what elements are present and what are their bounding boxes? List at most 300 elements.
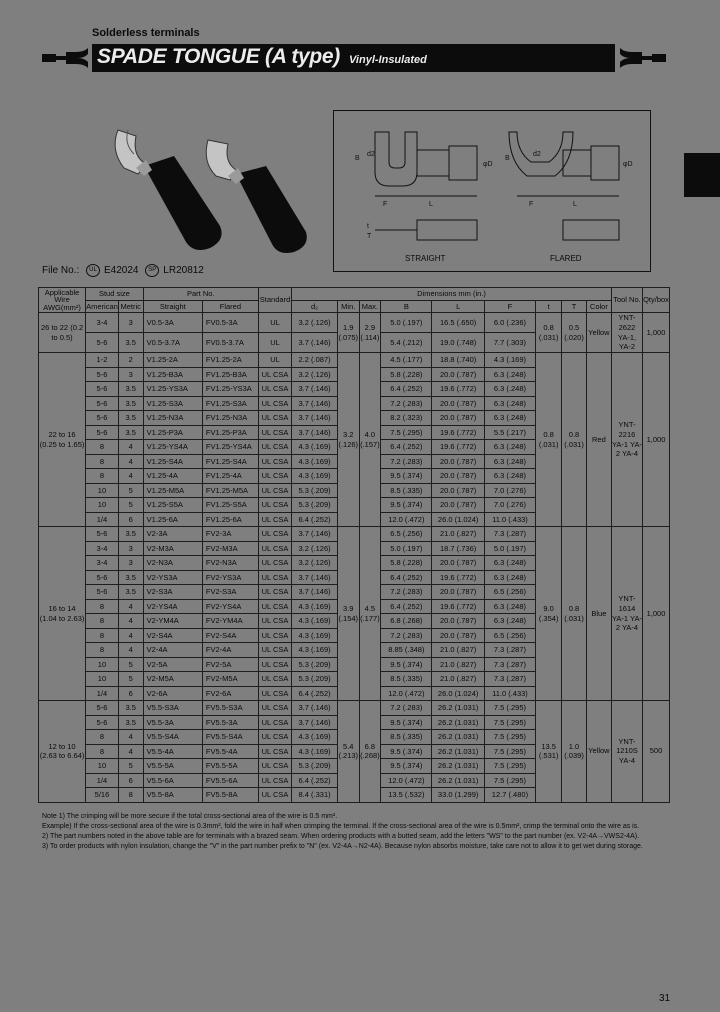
csa-file-number: LR20812 bbox=[163, 265, 204, 277]
cell-straight: V5.5-5A bbox=[143, 759, 202, 774]
cell-f: 6.3 (.248) bbox=[484, 411, 535, 426]
col-standard: Standard bbox=[258, 288, 291, 313]
cell-b: 8.5 (.335) bbox=[381, 672, 432, 687]
cell-d2: 3.7 (.146) bbox=[292, 585, 338, 600]
cell-b: 6.4 (.252) bbox=[381, 440, 432, 455]
cell-american: 3-4 bbox=[86, 541, 119, 556]
dim-label-f-straight: F bbox=[383, 201, 388, 208]
cell-d2: 5.3 (.209) bbox=[292, 759, 338, 774]
cell-l: 19.6 (.772) bbox=[432, 599, 484, 614]
cell-f: 6.5 (.256) bbox=[484, 585, 535, 600]
cell-b: 9.5 (.374) bbox=[381, 469, 432, 484]
cell-d2: 6.4 (.252) bbox=[292, 773, 338, 788]
cell-l: 20.0 (.787) bbox=[432, 469, 484, 484]
cell-flared: FV2-YS4A bbox=[202, 599, 258, 614]
cell-d2: 3.7 (.146) bbox=[292, 701, 338, 716]
cell-metric: 4 bbox=[118, 744, 143, 759]
cell-f: 6.3 (.248) bbox=[484, 382, 535, 397]
cell-b: 9.5 (.374) bbox=[381, 744, 432, 759]
cell-dmax: 4.5 (.177) bbox=[359, 527, 381, 701]
page-title: SPADE TONGUE (A type) bbox=[97, 45, 341, 68]
cell-metric: 4 bbox=[118, 628, 143, 643]
col-color: Color bbox=[586, 301, 611, 313]
cell-flared: FV5.5-6A bbox=[202, 773, 258, 788]
cell-standard: UL CSA bbox=[258, 570, 291, 585]
cell-standard: UL CSA bbox=[258, 657, 291, 672]
cell-d2: 6.4 (.252) bbox=[292, 686, 338, 701]
cell-l: 20.0 (.787) bbox=[432, 628, 484, 643]
cell-d2: 4.3 (.169) bbox=[292, 643, 338, 658]
cell-l: 20.0 (.787) bbox=[432, 556, 484, 571]
cell-l: 26.2 (1.031) bbox=[432, 744, 484, 759]
cell-metric: 3.5 bbox=[118, 396, 143, 411]
cell-flared: FV2-S3A bbox=[202, 585, 258, 600]
cell-b: 8.85 (.348) bbox=[381, 643, 432, 658]
cell-flared: FV0.5-3A bbox=[202, 313, 258, 333]
cell-l: 26.0 (1.024) bbox=[432, 686, 484, 701]
dim-label-t-small: t bbox=[367, 223, 369, 230]
cell-b: 6.5 (.256) bbox=[381, 527, 432, 542]
cell-l: 20.0 (.787) bbox=[432, 483, 484, 498]
cell-straight: V5.5-4A bbox=[143, 744, 202, 759]
cell-flared: FV1.25-6A bbox=[202, 512, 258, 527]
cell-l: 19.6 (.772) bbox=[432, 382, 484, 397]
cell-straight: V5.5-3A bbox=[143, 715, 202, 730]
cell-standard: UL CSA bbox=[258, 541, 291, 556]
right-header-terminal-icon bbox=[618, 44, 668, 72]
cell-l: 21.0 (.827) bbox=[432, 527, 484, 542]
cell-straight: V5.5-S4A bbox=[143, 730, 202, 745]
cell-metric: 3.5 bbox=[118, 425, 143, 440]
cell-l: 21.0 (.827) bbox=[432, 672, 484, 687]
cell-standard: UL CSA bbox=[258, 469, 291, 484]
cell-l: 20.0 (.787) bbox=[432, 498, 484, 513]
cell-flared: FV2-YM4A bbox=[202, 614, 258, 629]
cell-qty: 500 bbox=[643, 701, 670, 803]
cell-d2: 3.7 (.146) bbox=[292, 396, 338, 411]
cell-b: 7.2 (.283) bbox=[381, 701, 432, 716]
cell-d2: 5.3 (.209) bbox=[292, 498, 338, 513]
cell-flared: FV1.25-P3A bbox=[202, 425, 258, 440]
cell-flared: FV2-M3A bbox=[202, 541, 258, 556]
cell-flared: FV2-N3A bbox=[202, 556, 258, 571]
cell-flared: FV1.25-4A bbox=[202, 469, 258, 484]
cell-f: 12.7 (.480) bbox=[484, 788, 535, 803]
cell-metric: 5 bbox=[118, 759, 143, 774]
cell-tool: YNT-1210S YA-4 bbox=[611, 701, 642, 803]
cell-d2: 4.3 (.169) bbox=[292, 730, 338, 745]
cell-flared: FV0.5-3.7A bbox=[202, 333, 258, 353]
cell-standard: UL CSA bbox=[258, 425, 291, 440]
cell-standard: UL CSA bbox=[258, 759, 291, 774]
cell-metric: 5 bbox=[118, 657, 143, 672]
cell-b: 9.5 (.374) bbox=[381, 759, 432, 774]
file-label: File No.: bbox=[42, 265, 80, 277]
cell-metric: 3 bbox=[118, 313, 143, 333]
ul-file-number: E42024 bbox=[104, 265, 139, 277]
dim-label-l-flared: L bbox=[573, 201, 577, 208]
cell-straight: V2-5A bbox=[143, 657, 202, 672]
cell-metric: 3.5 bbox=[118, 333, 143, 353]
cell-wire: 26 to 22 (0.2 to 0.5) bbox=[39, 313, 86, 353]
cell-metric: 3.5 bbox=[118, 701, 143, 716]
cell-f: 7.3 (.287) bbox=[484, 643, 535, 658]
cell-straight: V1.25-6A bbox=[143, 512, 202, 527]
dim-label-phid-straight: φD bbox=[483, 161, 493, 168]
dim-label-f-flared: F bbox=[529, 201, 534, 208]
cell-dmax: 4.0 (.157) bbox=[359, 353, 381, 527]
cell-b: 8.5 (.335) bbox=[381, 483, 432, 498]
cell-standard: UL CSA bbox=[258, 686, 291, 701]
col-wire: Applicable Wire AWG(mm²) bbox=[39, 288, 86, 313]
cell-standard: UL CSA bbox=[258, 628, 291, 643]
cell-american: 8 bbox=[86, 454, 119, 469]
cell-b: 6.8 (.268) bbox=[381, 614, 432, 629]
cell-l: 20.0 (.787) bbox=[432, 411, 484, 426]
cell-qty: 1,000 bbox=[643, 353, 670, 527]
cell-d2: 3.2 (.126) bbox=[292, 367, 338, 382]
cell-standard: UL CSA bbox=[258, 788, 291, 803]
cell-standard: UL CSA bbox=[258, 614, 291, 629]
cell-american: 10 bbox=[86, 759, 119, 774]
cell-metric: 5 bbox=[118, 483, 143, 498]
cell-tool: YNT-2622 YA-1, YA-2 bbox=[611, 313, 642, 353]
cell-tool: YNT-2216 YA-1 YA-2 YA-4 bbox=[611, 353, 642, 527]
cell-american: 10 bbox=[86, 672, 119, 687]
cell-standard: UL CSA bbox=[258, 744, 291, 759]
cell-straight: V1.25-YS3A bbox=[143, 382, 202, 397]
cell-dmin: 3.9 (.154) bbox=[337, 527, 359, 701]
cell-flared: FV2-4A bbox=[202, 643, 258, 658]
cell-flared: FV2-S4A bbox=[202, 628, 258, 643]
cell-t-small: 13.5 (.531) bbox=[536, 701, 562, 803]
cell-metric: 3 bbox=[118, 367, 143, 382]
cell-f: 7.5 (.295) bbox=[484, 744, 535, 759]
cell-d2: 4.3 (.169) bbox=[292, 454, 338, 469]
cell-american: 5-6 bbox=[86, 570, 119, 585]
page-subtitle: Vinyl-Insulated bbox=[349, 54, 427, 66]
cell-american: 1/4 bbox=[86, 773, 119, 788]
cell-straight: V1.25-B3A bbox=[143, 367, 202, 382]
cell-d2: 5.3 (.209) bbox=[292, 672, 338, 687]
cell-f: 7.5 (.295) bbox=[484, 715, 535, 730]
col-dmin: Min. bbox=[337, 301, 359, 313]
cell-f: 6.3 (.248) bbox=[484, 454, 535, 469]
cell-standard: UL bbox=[258, 333, 291, 353]
table-row bbox=[39, 353, 670, 368]
cell-l: 18.7 (.736) bbox=[432, 541, 484, 556]
cell-standard: UL CSA bbox=[258, 411, 291, 426]
section-tab bbox=[684, 153, 720, 197]
table-row bbox=[39, 701, 670, 716]
cell-standard: UL CSA bbox=[258, 672, 291, 687]
cell-standard: UL CSA bbox=[258, 701, 291, 716]
cell-f: 6.3 (.248) bbox=[484, 599, 535, 614]
cell-flared: FV1.25-YS4A bbox=[202, 440, 258, 455]
cell-american: 1/4 bbox=[86, 512, 119, 527]
cell-straight: V2-M3A bbox=[143, 541, 202, 556]
cell-dmax: 2.9 (.114) bbox=[359, 313, 381, 353]
cell-flared: FV2-M5A bbox=[202, 672, 258, 687]
cell-b: 12.0 (.472) bbox=[381, 773, 432, 788]
cell-standard: UL CSA bbox=[258, 382, 291, 397]
cell-american: 8 bbox=[86, 730, 119, 745]
cell-d2: 3.7 (.146) bbox=[292, 527, 338, 542]
cell-american: 5-6 bbox=[86, 715, 119, 730]
cell-d2: 3.7 (.146) bbox=[292, 715, 338, 730]
cell-d2: 3.7 (.146) bbox=[292, 382, 338, 397]
cell-f: 7.0 (.276) bbox=[484, 498, 535, 513]
cell-standard: UL CSA bbox=[258, 367, 291, 382]
cell-straight: V2-YS4A bbox=[143, 599, 202, 614]
cell-color: Yellow bbox=[586, 313, 611, 353]
ul-mark-icon: UL bbox=[86, 264, 100, 277]
cell-flared: FV1.25-2A bbox=[202, 353, 258, 368]
cell-b: 6.4 (.252) bbox=[381, 570, 432, 585]
cell-l: 19.6 (.772) bbox=[432, 440, 484, 455]
dimension-drawings bbox=[333, 110, 649, 270]
cell-metric: 6 bbox=[118, 686, 143, 701]
cell-b: 13.5 (.532) bbox=[381, 788, 432, 803]
cell-b: 5.8 (.228) bbox=[381, 556, 432, 571]
dim-label-l-straight: L bbox=[429, 201, 433, 208]
col-t-small: t bbox=[536, 301, 562, 313]
cell-american: 5/16 bbox=[86, 788, 119, 803]
cell-l: 19.6 (.772) bbox=[432, 570, 484, 585]
cell-metric: 4 bbox=[118, 614, 143, 629]
spec-table bbox=[38, 287, 670, 803]
col-dimensions: Dimensions mm (in.) bbox=[292, 288, 612, 301]
cell-standard: UL CSA bbox=[258, 585, 291, 600]
cell-qty: 1,000 bbox=[643, 527, 670, 701]
cell-metric: 3.5 bbox=[118, 382, 143, 397]
cell-d2: 4.3 (.169) bbox=[292, 744, 338, 759]
cell-straight: V2-S4A bbox=[143, 628, 202, 643]
cell-standard: UL CSA bbox=[258, 440, 291, 455]
cell-t-big: 0.8 (.031) bbox=[562, 527, 587, 701]
cell-d2: 5.3 (.209) bbox=[292, 657, 338, 672]
cell-metric: 4 bbox=[118, 440, 143, 455]
cell-straight: V5.5-8A bbox=[143, 788, 202, 803]
cell-american: 5-6 bbox=[86, 367, 119, 382]
note-3: 3) To order products with nylon insulation, change the "V" in the part number prefix to "N" (ex. V2-4A→N2-4A). Because nylon absorbs moisture, take care not to allow it to get wet during storage. bbox=[42, 843, 643, 850]
cell-l: 26.2 (1.031) bbox=[432, 730, 484, 745]
csa-mark-icon: SP bbox=[145, 264, 159, 277]
cell-l: 20.0 (.787) bbox=[432, 585, 484, 600]
cell-b: 5.4 (.212) bbox=[381, 333, 432, 353]
cell-l: 19.6 (.772) bbox=[432, 425, 484, 440]
cell-metric: 4 bbox=[118, 643, 143, 658]
cell-american: 8 bbox=[86, 440, 119, 455]
cell-metric: 4 bbox=[118, 730, 143, 745]
col-dmax: Max. bbox=[359, 301, 381, 313]
cell-color: Blue bbox=[586, 527, 611, 701]
cell-f: 6.3 (.248) bbox=[484, 614, 535, 629]
cell-b: 7.2 (.283) bbox=[381, 454, 432, 469]
cell-flared: FV5.5-5A bbox=[202, 759, 258, 774]
cell-b: 9.5 (.374) bbox=[381, 657, 432, 672]
cell-standard: UL CSA bbox=[258, 599, 291, 614]
cell-f: 6.3 (.248) bbox=[484, 570, 535, 585]
cell-american: 8 bbox=[86, 643, 119, 658]
cell-t-small: 9.0 (.354) bbox=[536, 527, 562, 701]
col-stud-size: Stud size bbox=[86, 288, 144, 301]
cell-f: 7.3 (.287) bbox=[484, 527, 535, 542]
cell-b: 8.5 (.335) bbox=[381, 730, 432, 745]
cell-flared: FV2-5A bbox=[202, 657, 258, 672]
cell-t-small: 0.8 (.031) bbox=[536, 353, 562, 527]
cell-straight: V5.5-6A bbox=[143, 773, 202, 788]
cell-metric: 3.5 bbox=[118, 715, 143, 730]
cell-straight: V2-YS3A bbox=[143, 570, 202, 585]
cell-f: 6.3 (.248) bbox=[484, 440, 535, 455]
cell-l: 20.0 (.787) bbox=[432, 367, 484, 382]
cell-straight: V1.25-YS4A bbox=[143, 440, 202, 455]
cell-b: 4.5 (.177) bbox=[381, 353, 432, 368]
cell-f: 6.3 (.248) bbox=[484, 556, 535, 571]
cell-f: 5.5 (.217) bbox=[484, 425, 535, 440]
cell-d2: 4.3 (.169) bbox=[292, 440, 338, 455]
product-photo bbox=[100, 110, 320, 260]
cell-straight: V1.25-P3A bbox=[143, 425, 202, 440]
dim-label-t-big: T bbox=[367, 233, 372, 240]
cell-standard: UL CSA bbox=[258, 715, 291, 730]
cell-metric: 4 bbox=[118, 469, 143, 484]
cell-american: 10 bbox=[86, 498, 119, 513]
cell-flared: FV1.25-N3A bbox=[202, 411, 258, 426]
cell-standard: UL bbox=[258, 353, 291, 368]
cell-b: 8.2 (.323) bbox=[381, 411, 432, 426]
cell-d2: 5.3 (.209) bbox=[292, 483, 338, 498]
col-american: American bbox=[86, 301, 118, 311]
cell-flared: FV5.5-8A bbox=[202, 788, 258, 803]
cell-f: 7.3 (.287) bbox=[484, 657, 535, 672]
cell-l: 33.0 (1.299) bbox=[432, 788, 484, 803]
cell-b: 9.5 (.374) bbox=[381, 498, 432, 513]
cell-b: 5.8 (.228) bbox=[381, 367, 432, 382]
cell-l: 16.5 (.650) bbox=[432, 313, 484, 333]
table-row bbox=[39, 527, 670, 542]
cell-b: 5.0 (.197) bbox=[381, 313, 432, 333]
cell-metric: 6 bbox=[118, 512, 143, 527]
cell-l: 20.0 (.787) bbox=[432, 396, 484, 411]
cell-f: 6.3 (.248) bbox=[484, 396, 535, 411]
cell-color: Red bbox=[586, 353, 611, 527]
cell-f: 5.0 (.197) bbox=[484, 541, 535, 556]
cell-dmin: 3.2 (.126) bbox=[337, 353, 359, 527]
cell-american: 5-6 bbox=[86, 527, 119, 542]
cell-flared: FV5.5-4A bbox=[202, 744, 258, 759]
note-example: Example) If the cross-sectional area of the wire is 0.3mm², fold the wire in half when crimping the terminal. If the cross-sectional area of the wire is 0.5mm², crimp the terminal onto the wire as is. bbox=[42, 823, 640, 830]
table-row bbox=[39, 313, 670, 333]
col-l: L bbox=[432, 301, 484, 313]
cell-flared: FV1.25-S5A bbox=[202, 498, 258, 513]
cell-metric: 6 bbox=[118, 773, 143, 788]
cell-american: 5-6 bbox=[86, 382, 119, 397]
cell-color: Yellow bbox=[586, 701, 611, 803]
cell-straight: V2-3A bbox=[143, 527, 202, 542]
file-number-row bbox=[42, 264, 208, 277]
cell-b: 7.5 (.295) bbox=[381, 425, 432, 440]
cell-d2: 3.7 (.146) bbox=[292, 570, 338, 585]
cell-d2: 3.2 (.126) bbox=[292, 541, 338, 556]
cell-metric: 3.5 bbox=[118, 585, 143, 600]
cell-standard: UL CSA bbox=[258, 643, 291, 658]
cell-l: 26.2 (1.031) bbox=[432, 759, 484, 774]
cell-standard: UL CSA bbox=[258, 527, 291, 542]
cell-f: 7.5 (.295) bbox=[484, 773, 535, 788]
cell-standard: UL CSA bbox=[258, 396, 291, 411]
col-f: F bbox=[484, 301, 535, 313]
col-d2: d₂ bbox=[292, 301, 338, 313]
cell-b: 5.0 (.197) bbox=[381, 541, 432, 556]
cell-flared: FV1.25-S4A bbox=[202, 454, 258, 469]
flared-label: FLARED bbox=[550, 254, 582, 263]
col-part-no: Part No. bbox=[143, 288, 258, 301]
cell-american: 10 bbox=[86, 657, 119, 672]
cell-american: 8 bbox=[86, 628, 119, 643]
dim-label-b-straight: B bbox=[355, 155, 360, 162]
cell-straight: V1.25-M5A bbox=[143, 483, 202, 498]
cell-t-small: 0.8 (.031) bbox=[536, 313, 562, 353]
cell-american: 8 bbox=[86, 614, 119, 629]
cell-f: 6.3 (.248) bbox=[484, 469, 535, 484]
cell-standard: UL CSA bbox=[258, 498, 291, 513]
cell-b: 7.2 (.283) bbox=[381, 585, 432, 600]
cell-flared: FV5.5-3A bbox=[202, 715, 258, 730]
col-tool: Tool No. bbox=[611, 288, 642, 313]
cell-l: 26.2 (1.031) bbox=[432, 715, 484, 730]
cell-flared: FV2-YS3A bbox=[202, 570, 258, 585]
cell-l: 26.0 (1.024) bbox=[432, 512, 484, 527]
note-1: Note 1) The crimping will be more secure if the total cross-sectional area of the wire is 0.5 mm². bbox=[42, 813, 338, 820]
cell-straight: V2-S3A bbox=[143, 585, 202, 600]
cell-american: 8 bbox=[86, 469, 119, 484]
cell-f: 7.5 (.295) bbox=[484, 759, 535, 774]
cell-d2: 4.3 (.169) bbox=[292, 599, 338, 614]
straight-label: STRAIGHT bbox=[405, 254, 446, 263]
cell-l: 26.2 (1.031) bbox=[432, 773, 484, 788]
cell-l: 21.0 (.827) bbox=[432, 643, 484, 658]
cell-b: 6.4 (.252) bbox=[381, 382, 432, 397]
cell-american: 3-4 bbox=[86, 313, 119, 333]
cell-straight: V2-4A bbox=[143, 643, 202, 658]
cell-standard: UL CSA bbox=[258, 483, 291, 498]
cell-straight: V1.25-2A bbox=[143, 353, 202, 368]
cell-d2: 4.3 (.169) bbox=[292, 628, 338, 643]
cell-american: 5-6 bbox=[86, 396, 119, 411]
cell-b: 6.4 (.252) bbox=[381, 599, 432, 614]
cell-flared: FV2-3A bbox=[202, 527, 258, 542]
cell-american: 5-6 bbox=[86, 585, 119, 600]
cell-dmin: 1.9 (.075) bbox=[337, 313, 359, 353]
cell-f: 6.0 (.236) bbox=[484, 313, 535, 333]
cell-straight: V2-M5A bbox=[143, 672, 202, 687]
cell-american: 8 bbox=[86, 599, 119, 614]
cell-flared: FV1.25-YS3A bbox=[202, 382, 258, 397]
cell-straight: V5.5-S3A bbox=[143, 701, 202, 716]
cell-f: 6.5 (.256) bbox=[484, 628, 535, 643]
cell-f: 7.7 (.303) bbox=[484, 333, 535, 353]
cell-flared: FV2-6A bbox=[202, 686, 258, 701]
cell-flared: FV5.5-S4A bbox=[202, 730, 258, 745]
notes bbox=[42, 812, 682, 852]
cell-american: 10 bbox=[86, 483, 119, 498]
dim-label-d2-flared: d2 bbox=[533, 151, 541, 158]
cell-l: 21.0 (.827) bbox=[432, 657, 484, 672]
cell-b: 7.2 (.283) bbox=[381, 628, 432, 643]
cell-straight: V1.25-S4A bbox=[143, 454, 202, 469]
